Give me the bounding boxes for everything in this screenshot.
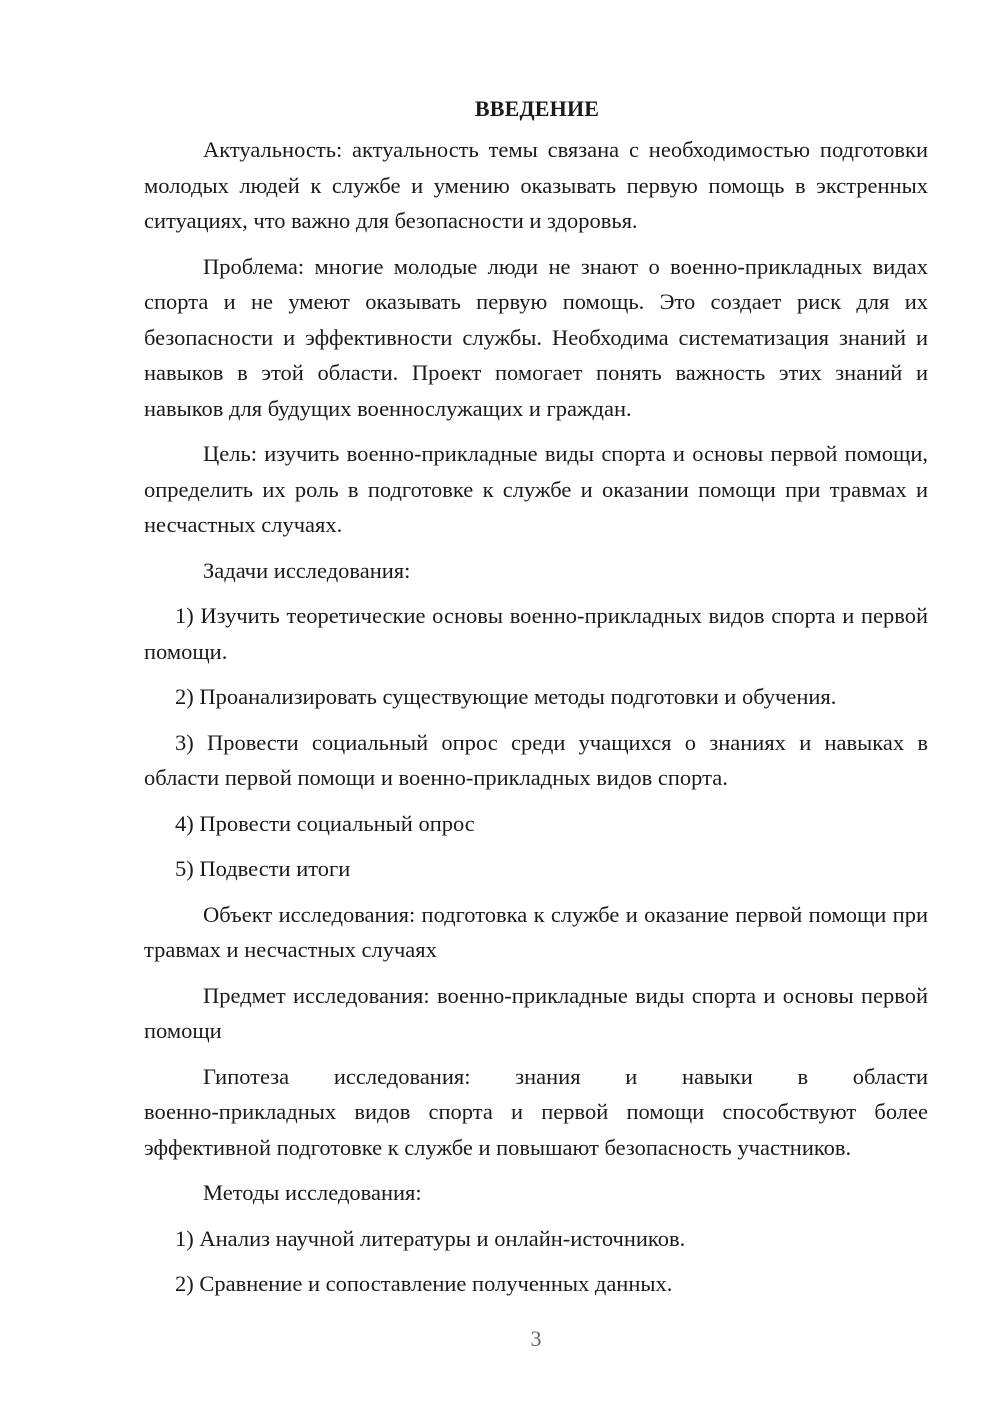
problem-paragraph: Проблема: многие молодые люди не знают о военно-прикладных видах спорта и не умеют оказывать первую помощь. Это создает риск для их безопасности и эффективности службы. Необходима систематизация знаний и навыков в этой области. Проект помогает понять важность этих знаний и навыков для будущих военнослужащих и граждан. [144, 253, 928, 421]
document-page [144, 92, 928, 1312]
goal-paragraph: Цель: изучить военно-прикладные виды спорта и основы первой помощи, определить их роль в подготовке к службе и оказании помощи при травмах и несчастных случаях. [144, 441, 928, 537]
hypothesis-paragraph [144, 1059, 928, 1166]
object-paragraph: Объект исследования: подготовка к службе и оказание первой помощи при травмах и несчастных случаях [144, 901, 928, 962]
hypothesis-first-line: Гипотеза исследования: знания и навыки в области [203, 1063, 928, 1089]
hypothesis-body: военно-прикладных видов спорта и первой помощи способствуют более эффективной подготовке к службе и повышают безопасность участников. [144, 1099, 928, 1160]
methods-heading: Методы исследования: [203, 1180, 422, 1205]
page-number: 3 [530, 1326, 542, 1351]
method-item: 1) Анализ научной литературы и онлайн-источников. [175, 1225, 686, 1251]
task-item: 3) Провести социальный опрос среди учащихся о знаниях и навыках в области первой помощи и военно-прикладных видов спорта. [144, 729, 928, 790]
task-item: 5) Подвести итоги [175, 856, 351, 881]
subject-paragraph: Предмет исследования: военно-прикладные виды спорта и основы первой помощи [144, 982, 928, 1043]
section-title: ВВЕДЕНИЕ [474, 96, 600, 121]
task-item: 4) Провести социальный опрос [175, 810, 475, 836]
task-item: 2) Проанализировать существующие методы подготовки и обучения. [175, 684, 837, 709]
method-item: 2) Сравнение и сопоставление полученных данных. [175, 1271, 673, 1296]
tasks-heading: Задачи исследования: [203, 557, 411, 583]
task-item: 1) Изучить теоретические основы военно-прикладных видов спорта и первой помощи. [144, 603, 928, 664]
relevance-paragraph: Актуальность: актуальность темы связана с необходимостью подготовки молодых людей к службе и умению оказывать первую помощь в экстренных ситуациях, что важно для безопасности и здоровья. [144, 137, 928, 233]
